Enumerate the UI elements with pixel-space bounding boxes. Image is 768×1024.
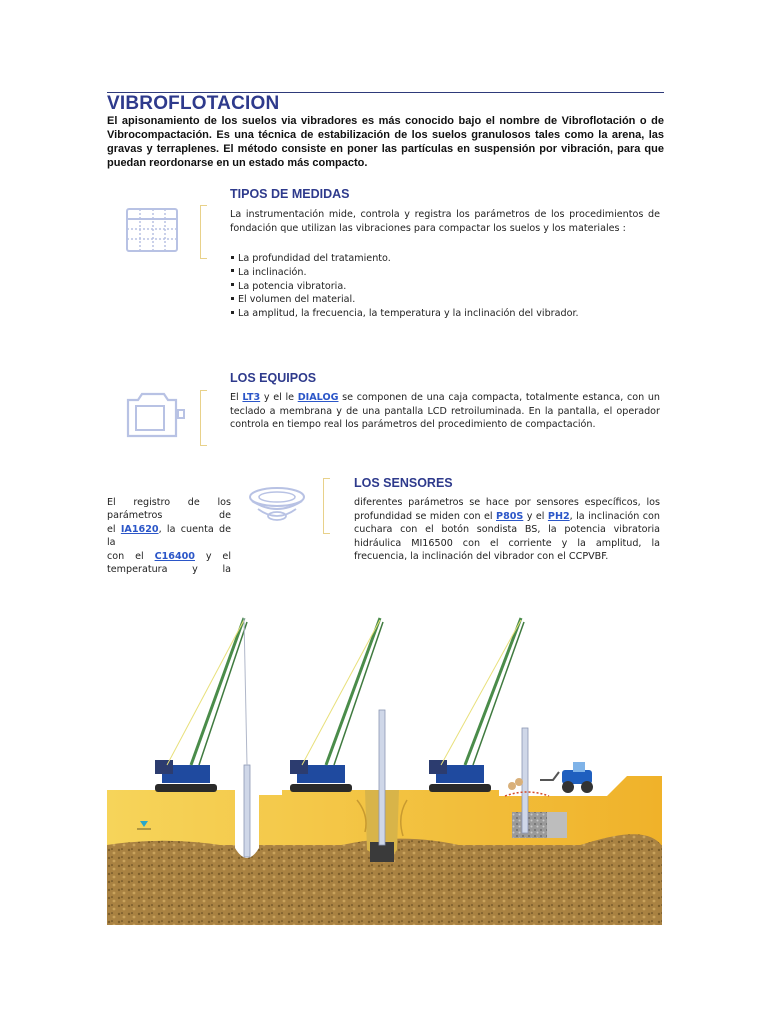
lt3-link[interactable]: LT3 <box>242 392 261 403</box>
dialog-link[interactable]: DIALOG <box>297 392 339 403</box>
ia1620-link[interactable]: IA1620 <box>120 523 159 535</box>
page-title: VIBROFLOTACION <box>107 93 280 114</box>
medidas-text: La instrumentación mide, controla y registra los parámetros de los procedimientos de fondación que utilizan las vibraciones para compactar los suelos y los materiales : <box>230 209 660 234</box>
list-item: La inclinación. <box>230 266 660 280</box>
list-item: La amplitud, la frecuencia, la temperatura y la inclinación del vibrador. <box>230 307 660 321</box>
vibroflotation-illustration <box>107 600 662 929</box>
ph2-link[interactable]: PH2 <box>547 510 570 522</box>
sensores-left-text: El registro de los parámetros de el IA1620, la cuenta de la con el C16400 y el temperatura y la <box>107 497 231 576</box>
c16400-link[interactable]: C16400 <box>154 550 195 562</box>
equipos-title: LOS EQUIPOS <box>230 371 317 385</box>
medidas-title: TIPOS DE MEDIDAS <box>230 187 350 201</box>
equipos-bracket <box>200 390 207 446</box>
table-icon <box>126 208 178 256</box>
p80s-link[interactable]: P80S <box>496 510 524 522</box>
equipos-text: El LT3 y el le DIALOG se componen de una caja compacta, totalmente estanca, con un teclado a membrana y de una pantalla LCD retroiluminada. En la pantalla, el operador controla en tiempo real los parámetros del procedimiento de compactación. <box>230 392 661 431</box>
medidas-bracket <box>200 205 207 259</box>
list-item: La profundidad del tratamiento. <box>230 252 660 266</box>
sensores-title: LOS SENSORES <box>354 476 453 490</box>
sensores-bracket <box>323 478 330 534</box>
intro-paragraph: El apisonamiento de los suelos via vibradores es más conocido bajo el nombre de Vibroflotación o de Vibrocompactación. Es una técnica de estabilización de los suelos granulosos tales como la arena, las gravas y terraplenes. El método consiste en poner las partículas en suspensión por vibración, para que puedan reordonarse en un estado más compacto. <box>107 115 664 169</box>
medidas-list <box>230 252 660 321</box>
sensor-icon <box>248 483 306 531</box>
device-icon <box>124 390 186 444</box>
list-item: La potencia vibratoria. <box>230 280 660 294</box>
sensores-text: diferentes parámetros se hace por sensores específicos, los profundidad se miden con el P80S y el PH2, la inclinación con cuchara con el botón sondista BS, la potencia vibratoria hidráulica MI16500 con el corriente y la amplitud, la frecuencia, la inclinación del vibrador con el CCPVBF. <box>354 497 660 563</box>
list-item: El volumen del material. <box>230 293 660 307</box>
